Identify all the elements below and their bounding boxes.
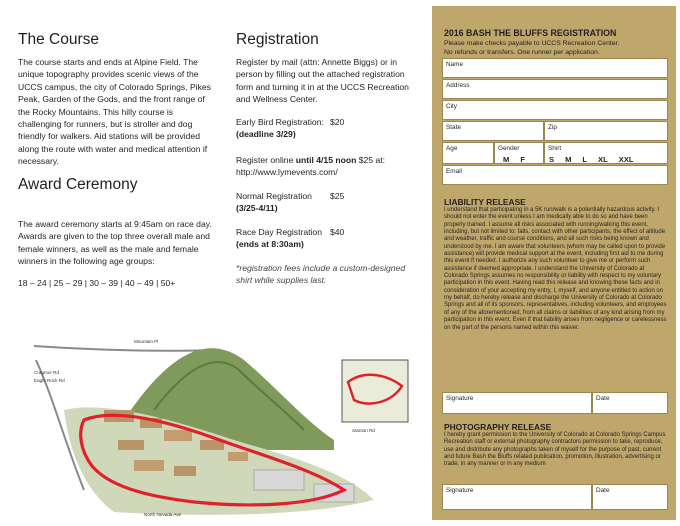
liability-heading: LIABILITY RELEASE: [444, 197, 526, 207]
address-field[interactable]: [442, 79, 668, 99]
early-bird-deadline: (deadline 3/29): [236, 129, 296, 140]
online-until: until 4/15 noon: [295, 155, 357, 165]
race-day-time: (ends at 8:30am): [236, 239, 304, 250]
gender-option-m[interactable]: M: [503, 155, 510, 164]
race-day-amount: $40: [330, 227, 345, 237]
email-label: Email: [446, 168, 462, 175]
liability-date-label: Date: [596, 395, 610, 402]
shirt-size-l[interactable]: L: [582, 155, 588, 164]
map-building: [118, 440, 144, 450]
state-field[interactable]: [442, 121, 544, 141]
liability-signature-label: Signature: [446, 395, 474, 402]
registration-mail-text: Register by mail (attn: Annette Biggs) or in person by filling out the attached registration form and turning it in at the UCCS Recreation and Wellness Center.: [236, 57, 409, 105]
early-bird-amount: $20: [330, 117, 345, 127]
zip-label: Zip: [548, 124, 557, 131]
age-groups: 18 – 24 | 25 – 29 | 30 – 39 | 40 – 49 | 50+: [18, 278, 176, 288]
map-building: [228, 452, 248, 461]
map-label-nevada: North Nevada Ave: [144, 512, 182, 517]
age-label: Age: [446, 145, 458, 152]
race-day-fee: [236, 226, 422, 251]
normal-dates: (3/25-4/11): [236, 203, 278, 214]
shirt-field[interactable]: [544, 142, 668, 164]
early-bird-label: Early Bird Registration:: [236, 117, 324, 127]
shirt-label: Shirt: [548, 145, 562, 152]
online-label: Register online: [236, 155, 294, 165]
form-title: 2016 BASH THE BLUFFS REGISTRATION: [444, 28, 617, 38]
city-field[interactable]: [442, 100, 668, 120]
map-label-cragmor: Cragmor Rd: [34, 370, 60, 375]
course-map: [14, 290, 414, 522]
email-field[interactable]: [442, 165, 668, 185]
registration-heading: Registration: [236, 31, 319, 48]
form-subtitle: [444, 40, 664, 57]
course-heading: The Course: [18, 31, 99, 48]
name-label: Name: [446, 61, 464, 68]
photo-release-heading: PHOTOGRAPHY RELEASE: [444, 422, 552, 432]
photo-date-field[interactable]: [592, 484, 668, 510]
map-label-eagle-rock: Eagle Rock Rd: [34, 378, 65, 383]
liability-text: I understand that participating in a 5K run/walk is a potentially hazardous activity. I should not enter the event unless I am medically able to do so and have been properly trained. I assume all risks associated with running/walking this event, including, but not limited to: falls, contact with other participants, the effect of altitude and weather, traffic and course conditions, and all such risks being known and understood by me. I am aware that volunteers (whom may be called upon to provide assistance) will provide medical support at the event, including first aid to me during this event if needed. I authorize any such volunteer to give me or perform such assistance if deemed appropriate. I understand the University of Colorado at Colorado Springs assumes no responsibility or liability with respect to my voluntary participation in this event. Having read this release and knowing these facts and in consideration of your accepting my entry, I, myself, and anyone entitled to action on my behalf, do hereby release and discharge the University of Colorado at Colorado Springs and all of its sponsors, representatives, including volunteers, and employees of any of the aforementioned, from all claims or liabilities of any kind arising from my participation in this event. Even if that liability arises from negligence or carelessness on the part of the persons named within this waiver.: [444, 207, 667, 331]
zip-field[interactable]: [544, 121, 668, 141]
map-parking: [254, 470, 304, 490]
photo-signature-label: Signature: [446, 487, 474, 494]
shirt-size-xxl[interactable]: XXL: [618, 155, 634, 164]
shirt-size-xl[interactable]: XL: [598, 155, 608, 164]
map-building: [164, 430, 192, 441]
award-heading: Award Ceremony: [18, 176, 138, 193]
photo-release-text: I hereby grant permission to the University of Colorado at Colorado Springs Campus Recreation staff or external photography contractors permission to take, reproduce, use and distribute any photographs taken of myself for the purpose of past, current and future Bash the Bluffs related publication, promotion, illustration, advertising or trade, in any manner or in any medium: [444, 432, 666, 468]
form-subtitle-2: No refunds or transfers. One runner per application.: [444, 48, 600, 56]
city-label: City: [446, 103, 458, 110]
address-label: Address: [446, 82, 470, 89]
award-description: The award ceremony starts at 9:45am on race day. Awards are given to the top three overall male and female winners, as well as the male and female winners in the following age groups:: [18, 219, 212, 267]
form-subtitle-1: Please make checks payable to UCCS Recreation Center.: [444, 40, 620, 47]
photo-date-label: Date: [596, 487, 610, 494]
shirt-size-options: [549, 155, 645, 164]
race-day-label: Race Day Registration: [236, 227, 322, 237]
fee-note: *registration fees include a custom-designed shirt while supplies last.: [236, 263, 406, 286]
course-description: The course starts and ends at Alpine Field. The unique topography provides scenic views of the UCCS campus, the city of Colorado Springs, Pikes Peak, Garden of the Gods, and the front range of the Rocky Mountains. This hilly course is challenging for runners, but is stroller and dog friendly for walkers. Aid stations will be provided along the route with water and medical attention if necessary.: [18, 57, 211, 167]
online-url-link[interactable]: http://www.lymevents.com/: [236, 167, 338, 178]
normal-label: Normal Registration: [236, 191, 312, 201]
gender-label: Gender: [498, 145, 520, 152]
shirt-size-s[interactable]: S: [549, 155, 555, 164]
map-building: [134, 460, 164, 471]
online-fee: [236, 154, 422, 179]
shirt-size-m[interactable]: M: [565, 155, 572, 164]
liability-date-field[interactable]: [592, 392, 668, 414]
state-label: State: [446, 124, 461, 131]
map-road-top: [34, 346, 214, 351]
early-bird-fee: [236, 116, 422, 141]
age-field[interactable]: [442, 142, 494, 164]
map-building: [174, 466, 196, 476]
map-label-mountain-pl: Mountain Pl: [134, 339, 159, 344]
photo-signature-field[interactable]: [442, 484, 592, 510]
name-field[interactable]: [442, 58, 668, 78]
registration-form-panel: [432, 6, 676, 520]
liability-signature-field[interactable]: [442, 392, 592, 414]
gender-options: [503, 155, 536, 164]
online-amount: $25 at:: [358, 155, 386, 165]
map-label-stanton: Stanton Rd: [352, 428, 375, 433]
gender-field[interactable]: [494, 142, 544, 164]
normal-fee: [236, 190, 422, 215]
normal-amount: $25: [330, 191, 345, 201]
gender-option-f[interactable]: F: [520, 155, 525, 164]
